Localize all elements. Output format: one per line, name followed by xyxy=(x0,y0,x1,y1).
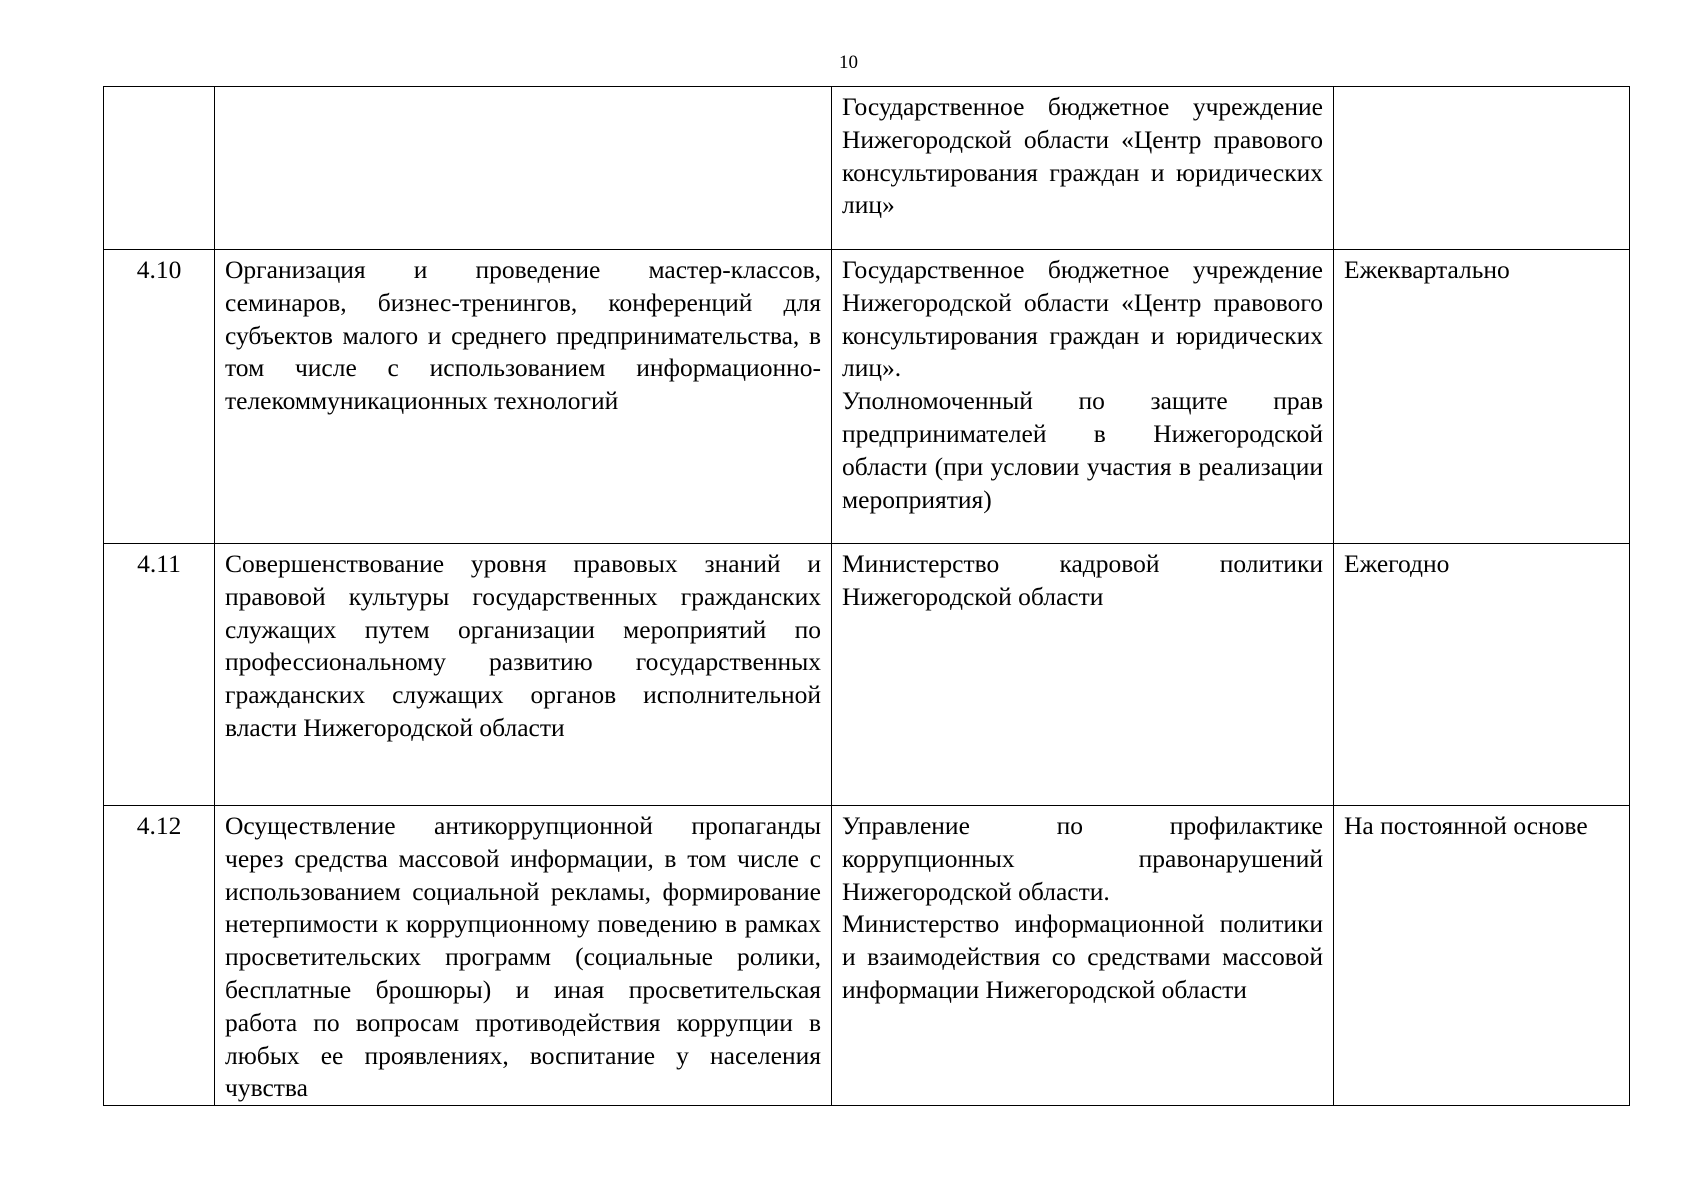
table-row xyxy=(104,544,1630,806)
responsible-paragraph: Министерство кадровой политики Нижегородской области xyxy=(842,549,1323,611)
period-cell: На постоянной основе xyxy=(1334,806,1630,1106)
description-cell: Организация и проведение мастер-классов, семинаров, бизнес-тренингов, конференций для субъектов малого и среднего предпринимательства, в том числе с использованием информационно-телекоммуникационных технологий xyxy=(215,250,832,544)
responsible-paragraph: Государственное бюджетное учреждение Нижегородской области «Центр правового консультирования граждан и юридических лиц». xyxy=(842,255,1323,383)
row-number-cell xyxy=(104,87,215,250)
responsible-cell xyxy=(832,544,1334,806)
row-number-cell: 4.10 xyxy=(104,250,215,544)
table-row xyxy=(104,806,1630,1106)
responsible-paragraph: Уполномоченный по защите прав предпринимателей в Нижегородской области (при условии участия в реализации мероприятия) xyxy=(842,386,1323,514)
responsible-cell xyxy=(832,806,1334,1106)
page-number: 10 xyxy=(839,52,858,73)
description-paragraph: Осуществление антикоррупционной пропаганды через средства массовой информации, в том числе с использованием социальной рекламы, формирование нетерпимости к коррупционному поведению в рамках просветительских программ (социальные ролики, бесплатные брошюры) и иная просветительская работа по вопросам противодействия коррупции в любых ее проявлениях, воспитание у населения чувства xyxy=(225,811,821,1103)
period-cell xyxy=(1334,87,1630,250)
row-number-cell: 4.11 xyxy=(104,544,215,806)
period-cell: Ежегодно xyxy=(1334,544,1630,806)
row-number-cell: 4.12 xyxy=(104,806,215,1106)
responsible-paragraph: Государственное бюджетное учреждение Нижегородской области «Центр правового консультирования граждан и юридических лиц» xyxy=(842,92,1323,220)
responsible-cell xyxy=(832,250,1334,544)
measures-table xyxy=(103,86,1630,1106)
table-row xyxy=(104,250,1630,544)
responsible-paragraph: Министерство информационной политики и взаимодействия со средствами массовой информации Нижегородской области xyxy=(842,909,1323,1004)
responsible-paragraph: Управление по профилактике коррупционных правонарушений Нижегородской области. xyxy=(842,811,1323,906)
description-cell xyxy=(215,87,832,250)
responsible-cell xyxy=(832,87,1334,250)
table-row xyxy=(104,87,1630,250)
description-cell xyxy=(215,806,832,1106)
description-cell: Совершенствование уровня правовых знаний и правовой культуры государственных гражданских служащих путем организации мероприятий по профессиональному развитию государственных гражданских служащих органов исполнительной власти Нижегородской области xyxy=(215,544,832,806)
period-cell: Ежеквартально xyxy=(1334,250,1630,544)
